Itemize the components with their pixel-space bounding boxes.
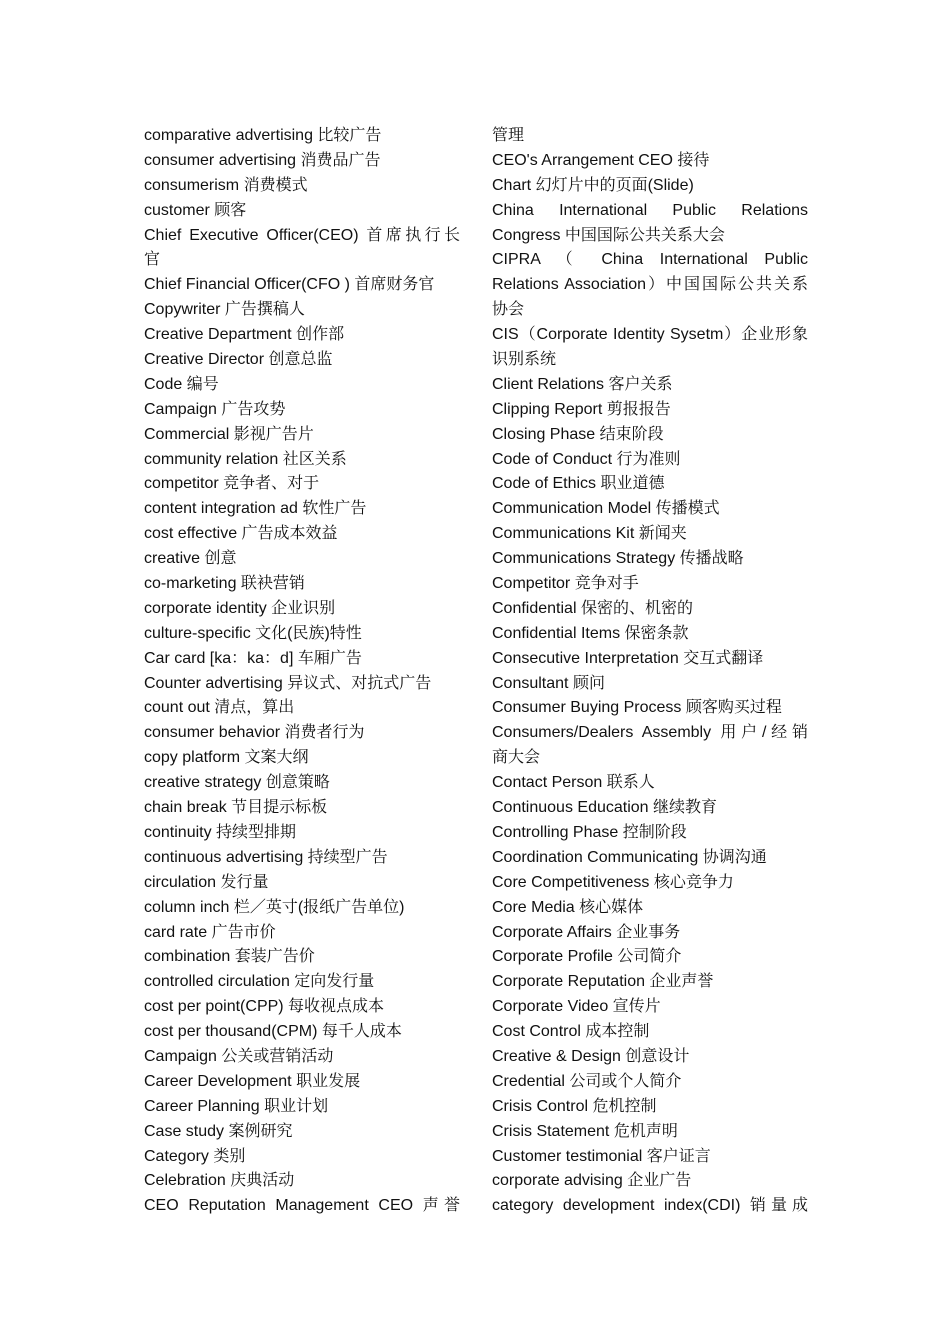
glossary-line: Code of Ethics 职业道德 [492, 475, 665, 493]
glossary-line: CEO's Arrangement CEO 接待 [492, 151, 710, 169]
glossary-line: comparative advertising 比较广告 [144, 127, 382, 144]
glossary-line: CIPRA （ China International Public [492, 251, 808, 269]
glossary-line: cost per thousand(CPM) 每千人成本 [144, 1023, 402, 1041]
glossary-line: Corporate Reputation 企业声誉 [492, 973, 714, 991]
glossary-line: Competitor 竞争对手 [492, 575, 639, 593]
glossary-line: Consecutive Interpretation 交互式翻译 [492, 649, 764, 667]
glossary-line: 识别系统 [492, 351, 557, 369]
glossary-line: Corporate Video 宣传片 [492, 998, 661, 1016]
glossary-line: Category 类别 [144, 1147, 246, 1165]
glossary-line: consumer behavior 消费者行为 [144, 724, 365, 742]
glossary-line: Relations Association）中国国际公共关系 [492, 276, 808, 294]
glossary-line: Clipping Report 剪报报告 [492, 400, 671, 418]
glossary-line: Coordination Communicating 协调沟通 [492, 848, 767, 866]
glossary-line: Car card [ka：ka：d] 车厢广告 [144, 649, 362, 667]
glossary-line: Contact Person 联系人 [492, 774, 655, 792]
glossary-line: Customer testimonial 客户证言 [492, 1147, 711, 1165]
glossary-line: 商大会 [492, 749, 541, 767]
glossary-line: count out 清点，算出 [144, 699, 295, 717]
glossary-line: co-marketing 联袂营销 [144, 575, 305, 593]
glossary-line: Congress 中国国际公共关系大会 [492, 226, 725, 244]
glossary-line: Corporate Affairs 企业事务 [492, 923, 681, 941]
glossary-line: creative strategy 创意策略 [144, 774, 330, 792]
glossary-line: continuity 持续型排期 [144, 823, 297, 841]
glossary-line: category development index(CDI) 销量成 [492, 1197, 808, 1215]
glossary-line: Creative Department 创作部 [144, 326, 345, 344]
glossary-line: 官 [144, 251, 161, 269]
glossary-line: Chart 幻灯片中的页面(Slide) [492, 176, 694, 194]
glossary-line: content integration ad 软性广告 [144, 500, 367, 518]
glossary-line: Continuous Education 继续教育 [492, 799, 718, 817]
glossary-line: creative 创意 [144, 550, 237, 568]
glossary-line: Copywriter 广告撰稿人 [144, 301, 305, 319]
glossary-line: combination 套装广告价 [144, 948, 315, 966]
glossary-line: Credential 公司或个人简介 [492, 1072, 682, 1090]
glossary-line: copy platform 文案大纲 [144, 749, 309, 767]
glossary-line: 协会 [492, 301, 525, 319]
right-column [492, 124, 808, 1219]
glossary-line: Consultant 顾问 [492, 674, 605, 692]
glossary-line: Consumer Buying Process 顾客购买过程 [492, 699, 782, 717]
glossary-line: CEO Reputation Management CEO 声誉 [144, 1197, 460, 1215]
glossary-line: Chief Financial Officer(CFO ) 首席财务官 [144, 276, 435, 294]
glossary-line: Communications Kit 新闻夹 [492, 525, 687, 543]
glossary-line: Communications Strategy 传播战略 [492, 550, 744, 568]
glossary-line: corporate identity 企业识别 [144, 599, 336, 617]
glossary-line: continuous advertising 持续型广告 [144, 848, 388, 866]
glossary-line: consumer advertising 消费品广告 [144, 151, 381, 169]
glossary-line: Case study 案例研究 [144, 1122, 293, 1140]
glossary-line: Closing Phase 结束阶段 [492, 425, 664, 443]
glossary-line: controlled circulation 定向发行量 [144, 973, 375, 991]
glossary-line: Crisis Statement 危机声明 [492, 1122, 678, 1140]
glossary-line: Celebration 庆典活动 [144, 1172, 295, 1190]
glossary-line: Code of Conduct 行为准则 [492, 450, 681, 468]
glossary-line: Communication Model 传播模式 [492, 500, 720, 518]
glossary-line: Confidential Items 保密条款 [492, 624, 689, 642]
glossary-line: Consumers/Dealers Assembly 用户/经销 [492, 724, 808, 742]
glossary-line: chain break 节目提示标板 [144, 799, 328, 817]
glossary-line: card rate 广告市价 [144, 923, 276, 941]
glossary-line: Code 编号 [144, 375, 219, 393]
glossary-line: Chief Executive Officer(CEO) 首席执行长 [144, 226, 460, 244]
glossary-line: Confidential 保密的、机密的 [492, 599, 693, 617]
glossary-line: competitor 竞争者、对于 [144, 475, 320, 493]
glossary-line: circulation 发行量 [144, 873, 269, 891]
glossary-line: Creative & Design 创意设计 [492, 1047, 690, 1065]
glossary-line: Client Relations 客户关系 [492, 375, 673, 393]
glossary-line: culture-specific 文化(民族)特性 [144, 624, 362, 642]
glossary-line: CIS（Corporate Identity Sysetm）企业形象 [492, 326, 808, 344]
glossary-line: Campaign 公关或营销活动 [144, 1047, 334, 1065]
left-column [144, 124, 460, 1219]
glossary-line: China International Public Relations [492, 201, 808, 219]
glossary-line: Core Competitiveness 核心竞争力 [492, 873, 734, 891]
glossary-line: Commercial 影视广告片 [144, 425, 314, 443]
glossary-line: Career Development 职业发展 [144, 1072, 361, 1090]
glossary-line: cost effective 广告成本效益 [144, 525, 338, 543]
glossary-line: corporate advising 企业广告 [492, 1172, 692, 1190]
glossary-line: cost per point(CPP) 每收视点成本 [144, 998, 385, 1016]
glossary-line: Crisis Control 危机控制 [492, 1097, 657, 1115]
glossary-line: Controlling Phase 控制阶段 [492, 823, 687, 841]
glossary-line: consumerism 消费模式 [144, 176, 308, 194]
glossary-line: community relation 社区关系 [144, 450, 347, 468]
glossary-line: customer 顾客 [144, 201, 247, 219]
glossary-line: Core Media 核心媒体 [492, 898, 644, 916]
glossary-line: 管理 [492, 127, 525, 144]
glossary-line: Corporate Profile 公司简介 [492, 948, 682, 966]
glossary-line: Campaign 广告攻势 [144, 400, 286, 418]
glossary-line: Creative Director 创意总监 [144, 351, 333, 369]
glossary-line: column inch 栏／英寸(报纸广告单位) [144, 898, 405, 916]
glossary-line: Career Planning 职业计划 [144, 1097, 329, 1115]
glossary-line: Cost Control 成本控制 [492, 1023, 650, 1041]
glossary-line: Counter advertising 异议式、对抗式广告 [144, 674, 432, 692]
